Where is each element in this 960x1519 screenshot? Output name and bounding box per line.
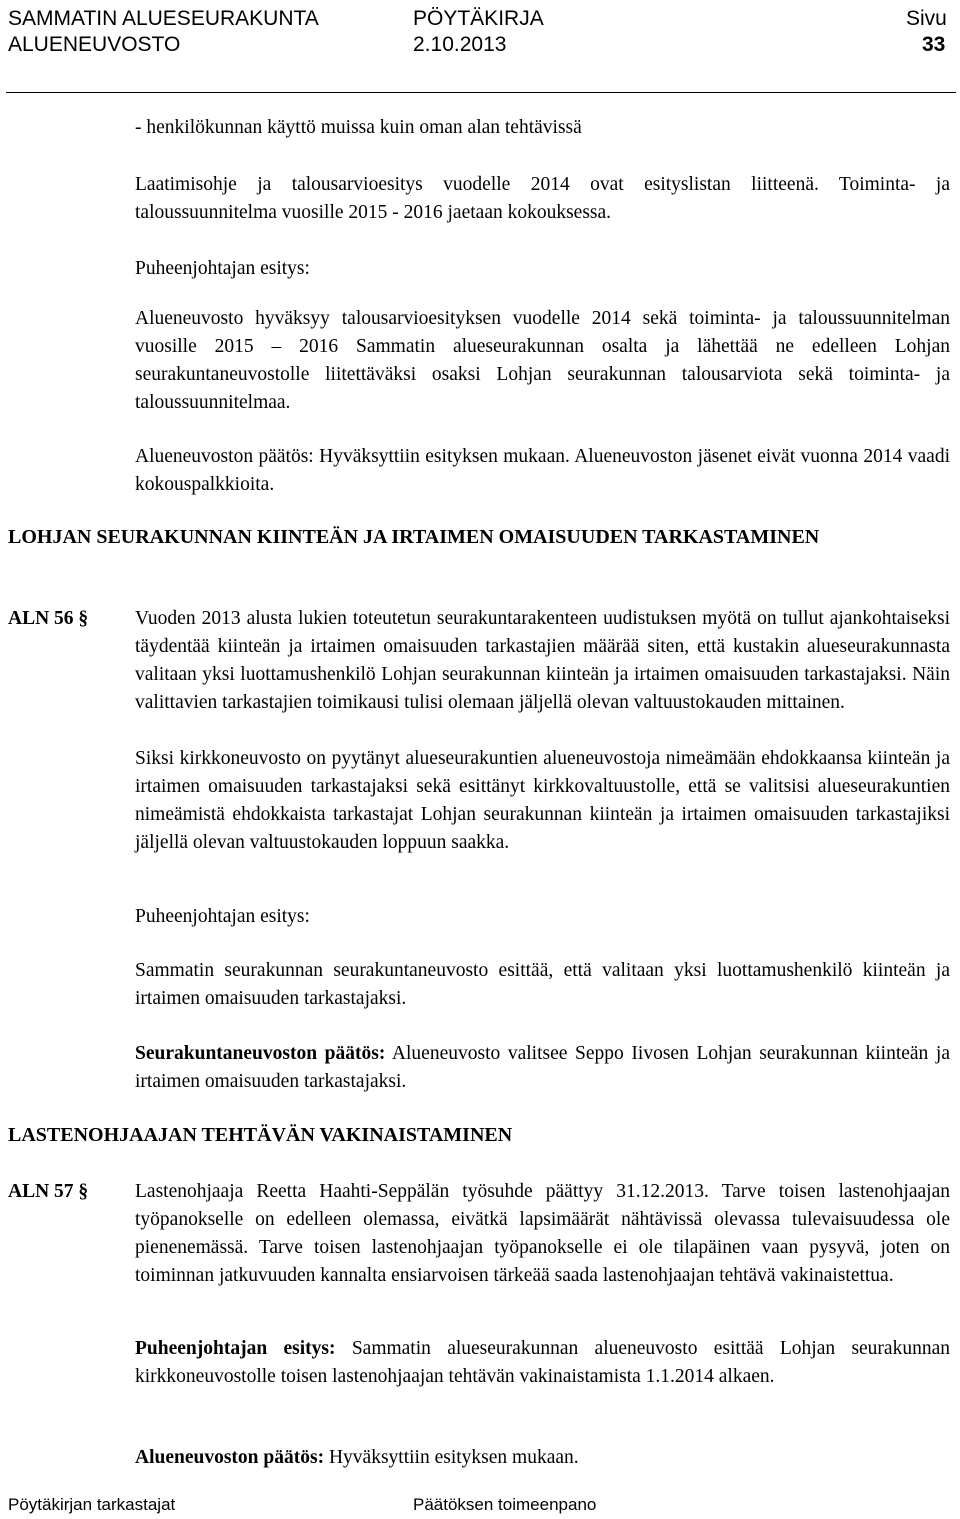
section-56-paragraph-1: Vuoden 2013 alusta lukien toteutetun seurakuntarakenteen uudistuksen myötä on tullut ajankohtaiseksi täydentää kiinteän ja irtaimen omaisuuden tarkastajien määrää siten, että kustakin alueseurakunnasta valitaan yksi luottamushenkilö Lohjan seurakunnan kiinteän ja irtaimen omaisuuden tarkastajaksi. Näin valittavien tarkastajien toimikausi tulisi olemaan jäljellä olevan valtuustokauden mittainen. [135, 608, 950, 713]
section-56-decision-label: Seurakuntaneuvoston päätös: [135, 1043, 386, 1064]
header-org: SAMMATIN ALUESEURAKUNTA [8, 7, 319, 30]
section-56-chair-label: Puheenjohtajan esitys: [135, 906, 310, 927]
header-divider [6, 92, 956, 93]
section-57-paragraph-1: Lastenohjaaja Reetta Haahti-Seppälän työsuhde päättyy 31.12.2013. Tarve toisen lastenohjaajan työpanokselle on edelleen olemassa, eivätkä lapsimäärät nähtävissä olevassa tulevaisuudessa ole pienenemässä. Tarve toisen lastenohjaajan työpanokselle ei ole tilapäinen vaan pysyvä, joten on toiminnan jatkuvuuden kannalta ensiarvoisen tärkeää saada lastenohjaajan tehtävä vakinaistettua. [135, 1181, 950, 1286]
header-page-label: Sivu [906, 7, 947, 30]
section-56-heading: LOHJAN SEURAKUNNAN KIINTEÄN JA IRTAIMEN OMAISUUDEN TARKASTAMINEN [8, 526, 820, 548]
chair-proposal-label: Puheenjohtajan esitys: [135, 258, 310, 279]
footer-reviewers: Pöytäkirjan tarkastajat [8, 1495, 176, 1514]
section-56-number: ALN 56 § [8, 608, 89, 629]
footer-implementation: Päätöksen toimeenpano [413, 1495, 597, 1514]
council-decision: Alueneuvoston päätös: Hyväksyttiin esityksen mukaan. Alueneuvoston jäsenet eivät vuonna 2014 vaadi kokouspalkkioita. [135, 446, 950, 495]
section-56-decision-text: Alueneuvosto valitsee Seppo Iivosen Lohjan seurakunnan kiinteän ja irtaimen omaisuuden tarkastajaksi. [135, 1043, 950, 1092]
header-date: 2.10.2013 [413, 33, 507, 56]
header-page-number: 33 [922, 33, 946, 56]
section-57-heading: LASTENOHJAAJAN TEHTÄVÄN VAKINAISTAMINEN [8, 1124, 513, 1146]
section-56-chair-text: Sammatin seurakunnan seurakuntaneuvosto esittää, että valitaan yksi luottamushenkilö kiinteän ja irtaimen omaisuuden tarkastajaksi. [135, 960, 950, 1009]
intro-paragraph: Laatimisohje ja talousarvioesitys vuodelle 2014 ovat esityslistan liitteenä. Toiminta- ja taloussuunnitelma vuosille 2015 - 2016 jaetaan kokouksessa. [135, 174, 950, 223]
section-57-number: ALN 57 § [8, 1181, 89, 1202]
section-57-chair-proposal [135, 1335, 950, 1391]
section-57-decision-text: Hyväksyttiin esityksen mukaan. [328, 1447, 579, 1468]
section-57-decision-label: Alueneuvoston päätös: [135, 1447, 325, 1468]
header-body: ALUENEUVOSTO [8, 33, 181, 56]
intro-bullet: - henkilökunnan käyttö muissa kuin oman alan tehtävissä [135, 117, 582, 138]
section-56-decision [135, 1040, 950, 1096]
section-57-chair-text: Sammatin alueseurakunnan alueneuvosto esittää Lohjan seurakunnan kirkkoneuvostolle toisen lastenohjaajan tehtävän vakinaistamista 1.1.2014 alkaen. [135, 1338, 950, 1387]
header-doc-type: PÖYTÄKIRJA [413, 7, 544, 30]
chair-proposal-text: Alueneuvosto hyväksyy talousarvioesityksen vuodelle 2014 sekä toiminta- ja taloussuunnitelman vuosille 2015 – 2016 Sammatin alueseurakunnan osalta ja lähettää ne edelleen Lohjan seurakuntaneuvostolle liitettäväksi osaksi Lohjan seurakunnan talousarviota sekä toiminta- ja taloussuunnitelmaa. [135, 308, 950, 413]
section-56-paragraph-2: Siksi kirkkoneuvosto on pyytänyt alueseurakuntien alueneuvostoja nimeämään ehdokkaansa kiinteän ja irtaimen omaisuuden tarkastajaksi sekä esittänyt kirkkovaltuustolle, että se valitsisi alueseurakuntien nimeämistä ehdokkaista tarkastajat Lohjan seurakunnan kiinteän ja irtaimen omaisuuden tarkastajiksi jäljellä olevan valtuustokauden loppuun saakka. [135, 748, 950, 853]
section-57-chair-label: Puheenjohtajan esitys: [135, 1338, 336, 1359]
section-57-decision [135, 1444, 950, 1472]
